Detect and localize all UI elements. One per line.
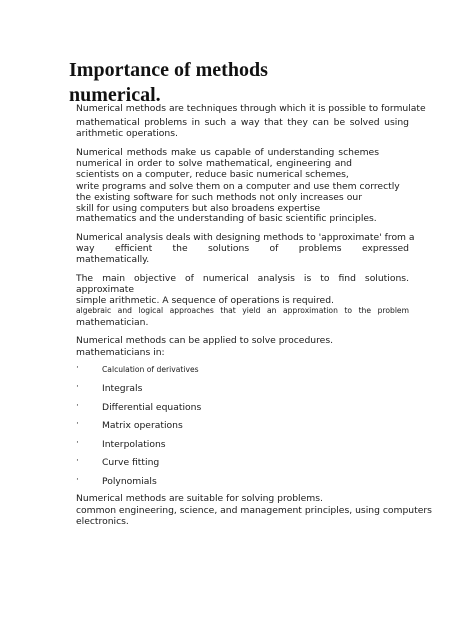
bullet-marker: ·	[76, 438, 79, 448]
bullet-marker: ·	[76, 456, 79, 466]
paragraph-line: write programs and solve them on a computer and use them correctly	[76, 181, 400, 192]
list-item: Calculation of derivatives	[102, 365, 199, 374]
bullet-marker: ·	[76, 401, 79, 411]
paragraph-line: common engineering, science, and management principles, using computers	[76, 505, 432, 516]
bullet-marker: ·	[76, 475, 79, 485]
paragraph-line: Numerical methods are suitable for solving problems.	[76, 493, 323, 504]
list-item: Integrals	[102, 383, 143, 394]
paragraph-line: approximate	[76, 284, 135, 295]
paragraph-line: mathematics and the understanding of basic scientific principles.	[76, 213, 377, 224]
paragraph-line: Numerical methods are techniques through which it is possible to formulate	[76, 103, 426, 114]
list-item: Interpolations	[102, 439, 166, 450]
paragraph-line: skill for using computers but also broadens expertise	[76, 203, 321, 214]
list-item: Curve fitting	[102, 457, 160, 468]
bullet-marker: ·	[76, 382, 79, 392]
paragraph-line: the existing software for such methods not only increases our	[76, 192, 362, 203]
paragraph-line: numerical in order to solve mathematical, engineering and	[76, 158, 352, 169]
paragraph-line: algebraic and logical approaches that yield an approximation to the problem	[76, 306, 409, 315]
paragraph-line: simple arithmetic. A sequence of operations is required.	[76, 295, 334, 306]
paragraph-line: mathematicians in:	[76, 347, 165, 358]
list-item: Differential equations	[102, 402, 202, 413]
paragraph-line: electronics.	[76, 516, 129, 527]
list-item: Matrix operations	[102, 420, 183, 431]
paragraph-line: The main objective of numerical analysis is to find solutions.	[76, 273, 409, 284]
paragraph-line: arithmetic operations.	[76, 128, 178, 139]
list-item: Polynomials	[102, 476, 157, 487]
bullet-marker: ·	[76, 363, 79, 373]
bullet-marker: ·	[76, 419, 79, 429]
title-line: numerical.	[69, 84, 161, 106]
paragraph-line: mathematically.	[76, 254, 150, 265]
paragraph-line: scientists on a computer, reduce basic numerical schemes,	[76, 169, 349, 180]
paragraph-line: Numerical methods can be applied to solve procedures.	[76, 335, 334, 346]
paragraph-line: mathematical problems in such a way that they can be solved using	[76, 117, 409, 128]
paragraph-line: Numerical methods make us capable of understanding schemes	[76, 147, 379, 158]
title-line: Importance of methods	[69, 59, 268, 81]
paragraph-line: Numerical analysis deals with designing methods to 'approximate' from a	[76, 232, 415, 243]
paragraph-line: mathematician.	[76, 317, 149, 328]
page-title	[69, 58, 399, 108]
paragraph-line: way efficient the solutions of problems expressed	[76, 243, 409, 254]
